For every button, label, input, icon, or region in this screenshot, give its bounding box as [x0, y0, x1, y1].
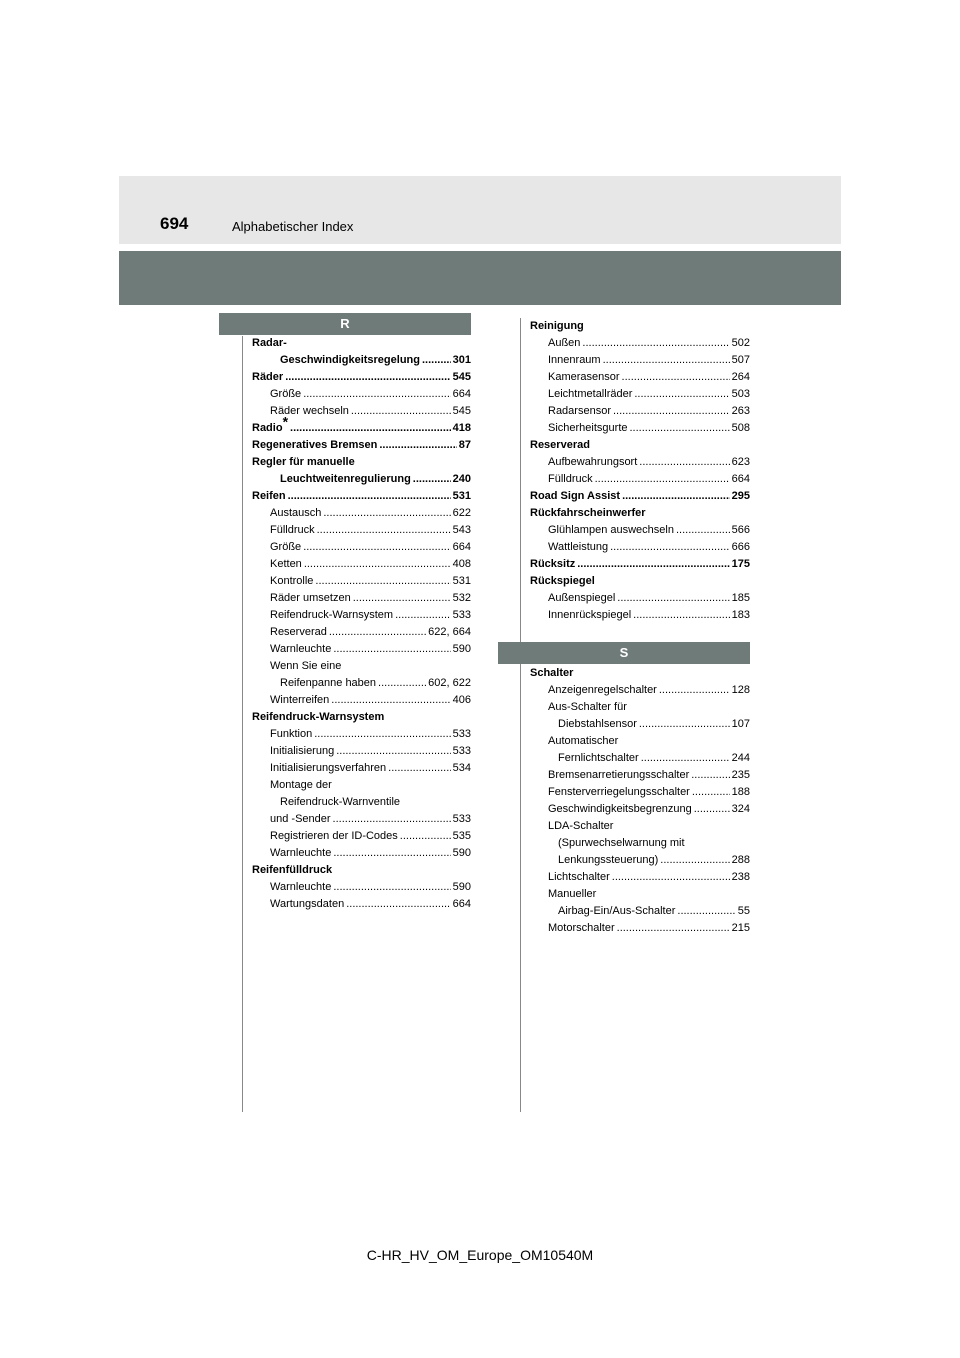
- index-subentry[interactable]: Funktion ..... 533: [252, 726, 471, 743]
- index-subentry[interactable]: Automatischer: [548, 735, 619, 747]
- letter-header-r: R: [219, 313, 471, 335]
- page-ref: 535: [452, 830, 471, 842]
- column-divider: [242, 336, 243, 1112]
- index-subentry[interactable]: LDA-Schalter: [548, 820, 614, 832]
- index-entry[interactable]: Regeneratives Bremsen ..... 87: [252, 437, 471, 454]
- index-entry[interactable]: Reifen ..... 531: [252, 488, 471, 505]
- index-subentry[interactable]: Fülldruck ..... 664: [530, 471, 750, 488]
- page-ref: 183: [731, 609, 750, 621]
- index-entry[interactable]: Rücksitz ..... 175: [530, 556, 750, 573]
- page-ref: 87: [458, 439, 471, 451]
- column-divider: [520, 318, 521, 1112]
- index-subentry[interactable]: Winterreifen ..... 406: [252, 692, 471, 709]
- page-ref: 175: [731, 558, 750, 570]
- page-ref: 507: [731, 354, 750, 366]
- page-ref: 295: [731, 490, 750, 502]
- index-subentry[interactable]: Lichtschalter ..... 238: [530, 869, 750, 886]
- page-ref: 533: [452, 745, 471, 757]
- section-title: Alphabetischer Index: [232, 219, 354, 234]
- page-ref: 263: [731, 405, 750, 417]
- index-subentry[interactable]: Lenkungssteuerung) ..... 288: [530, 852, 750, 869]
- index-subentry[interactable]: Glühlampen auswechseln ..... 566: [530, 522, 750, 539]
- page-ref: 188: [731, 786, 750, 798]
- page-ref: 532: [452, 592, 471, 604]
- page-ref: 128: [731, 684, 750, 696]
- index-subentry[interactable]: Motorschalter ..... 215: [530, 920, 750, 937]
- page-ref: 324: [731, 803, 750, 815]
- page-ref: 543: [452, 524, 471, 536]
- index-subentry[interactable]: Montage der: [270, 779, 332, 791]
- index-subentry[interactable]: Wartungsdaten ..... 664: [252, 896, 471, 913]
- page-ref: 238: [731, 871, 750, 883]
- index-subentry[interactable]: Kontrolle ..... 531: [252, 573, 471, 590]
- index-subentry[interactable]: Leichtmetallräder ..... 503: [530, 386, 750, 403]
- index-column-1: [252, 335, 471, 913]
- index-subentry[interactable]: Austausch ..... 622: [252, 505, 471, 522]
- index-entry[interactable]: Reifendruck-Warnsystem: [252, 711, 385, 723]
- page-ref: 531: [452, 490, 471, 502]
- index-subentry[interactable]: Aufbewahrungsort ..... 623: [530, 454, 750, 471]
- index-entry[interactable]: Rückspiegel: [530, 575, 595, 587]
- index-entry[interactable]: Road Sign Assist ..... 295: [530, 488, 750, 505]
- index-column-3: [530, 665, 750, 937]
- index-subentry[interactable]: Wenn Sie eine: [270, 660, 342, 672]
- index-subentry[interactable]: Diebstahlsensor ..... 107: [530, 716, 750, 733]
- index-subentry[interactable]: und -Sender ..... 533: [252, 811, 471, 828]
- index-subentry[interactable]: Fensterverriegelungsschalter ..... 188: [530, 784, 750, 801]
- page-number: 694: [160, 214, 189, 233]
- page-ref: 664: [452, 898, 471, 910]
- page-ref: 107: [731, 718, 750, 730]
- index-entry[interactable]: Reserverad: [530, 439, 590, 451]
- index-entry[interactable]: Regler für manuelle: [252, 456, 355, 468]
- index-subentry[interactable]: Bremsenarretierungsschalter ..... 235: [530, 767, 750, 784]
- index-subentry[interactable]: Anzeigenregelschalter ..... 128: [530, 682, 750, 699]
- index-subentry[interactable]: Reifendruck-Warnsystem ..... 533: [252, 607, 471, 624]
- index-subentry[interactable]: Räder umsetzen ..... 532: [252, 590, 471, 607]
- asterisk-mark: *: [282, 413, 289, 430]
- index-subentry[interactable]: Innenraum ..... 507: [530, 352, 750, 369]
- index-subentry[interactable]: Reifendruck-Warnventile: [280, 796, 401, 808]
- index-entry[interactable]: Leuchtweitenregulierung ..... 240: [252, 471, 471, 488]
- page-ref: 215: [731, 922, 750, 934]
- page-ref: 590: [452, 643, 471, 655]
- index-subentry[interactable]: Größe ..... 664: [252, 386, 471, 403]
- page-ref: 602, 622: [428, 677, 471, 689]
- index-subentry[interactable]: Aus-Schalter für: [548, 701, 627, 713]
- page-ref: 664: [452, 388, 471, 400]
- page-ref: 288: [731, 854, 750, 866]
- page-ref: 503: [731, 388, 750, 400]
- index-entry[interactable]: Rückfahrscheinwerfer: [530, 507, 646, 519]
- index-subentry[interactable]: Geschwindigkeitsbegrenzung ..... 324: [530, 801, 750, 818]
- page-ref: 623: [731, 456, 750, 468]
- index-entry[interactable]: Reinigung: [530, 320, 584, 332]
- index-subentry[interactable]: Manueller: [548, 888, 597, 900]
- index-entry[interactable]: Reifenfülldruck: [252, 864, 333, 876]
- page-ref: 508: [731, 422, 750, 434]
- index-column-2: [530, 318, 750, 624]
- page-ref: 301: [452, 354, 471, 366]
- page-ref: 545: [452, 405, 471, 417]
- page-ref: 533: [452, 609, 471, 621]
- page-ref: 664: [452, 541, 471, 553]
- index-subentry[interactable]: Initialisierungsverfahren ..... 534: [252, 760, 471, 777]
- page-ref: 264: [731, 371, 750, 383]
- index-subentry[interactable]: Fülldruck ..... 543: [252, 522, 471, 539]
- document-code: C-HR_HV_OM_Europe_OM10540M: [366, 1247, 594, 1263]
- page-ref: 666: [731, 541, 750, 553]
- page-ref: 545: [452, 371, 471, 383]
- letter-header-s: S: [498, 642, 750, 664]
- index-entry[interactable]: Radio* ..... 418: [252, 420, 471, 437]
- page-ref: 406: [452, 694, 471, 706]
- page-ref: 418: [452, 422, 471, 434]
- index-entry[interactable]: Geschwindigkeitsregelung ..... 301: [252, 352, 471, 369]
- page-ref: 590: [452, 881, 471, 893]
- index-subentry[interactable]: Räder wechseln ..... 545: [252, 403, 471, 420]
- index-subentry[interactable]: Außen ..... 502: [530, 335, 750, 352]
- page-ref: 566: [731, 524, 750, 536]
- index-entry[interactable]: Schalter: [530, 667, 574, 679]
- page-ref: 185: [731, 592, 750, 604]
- page-ref: 533: [452, 813, 471, 825]
- page-ref: 408: [452, 558, 471, 570]
- page-ref: 664: [731, 473, 750, 485]
- index-subentry[interactable]: Warnleuchte ..... 590: [252, 641, 471, 658]
- index-subentry[interactable]: Innenrückspiegel ..... 183: [530, 607, 750, 624]
- index-subentry[interactable]: Reifenpanne haben ..... 602, 622: [252, 675, 471, 692]
- page-ref: 531: [452, 575, 471, 587]
- index-subentry[interactable]: Warnleuchte ..... 590: [252, 845, 471, 862]
- header-band: [119, 251, 841, 305]
- page-ref: 235: [731, 769, 750, 781]
- page-ref: 240: [452, 473, 471, 485]
- index-entry[interactable]: Radar-: [252, 337, 287, 349]
- index-subentry[interactable]: Reserverad ..... 622, 664: [252, 624, 471, 641]
- page-ref: 533: [452, 728, 471, 740]
- page-ref: 622: [452, 507, 471, 519]
- index-subentry[interactable]: Initialisierung ..... 533: [252, 743, 471, 760]
- index-subentry[interactable]: Sicherheitsgurte ..... 508: [530, 420, 750, 437]
- index-subentry[interactable]: Warnleuchte ..... 590: [252, 879, 471, 896]
- page-ref: 534: [452, 762, 471, 774]
- header-bar: [119, 176, 841, 244]
- index-entry[interactable]: Räder ..... 545: [252, 369, 471, 386]
- page-ref: 502: [731, 337, 750, 349]
- index-subentry[interactable]: Registrieren der ID-Codes ..... 535: [252, 828, 471, 845]
- index-subentry[interactable]: Airbag-Ein/Aus-Schalter ..... 55: [530, 903, 750, 920]
- index-subentry[interactable]: Außenspiegel ..... 185: [530, 590, 750, 607]
- page-ref: 622, 664: [428, 626, 471, 638]
- index-subentry[interactable]: Fernlichtschalter ..... 244: [530, 750, 750, 767]
- page-ref: 590: [452, 847, 471, 859]
- index-subentry[interactable]: Kamerasensor ..... 264: [530, 369, 750, 386]
- index-subentry[interactable]: Radarsensor ..... 263: [530, 403, 750, 420]
- index-subentry[interactable]: Wattleistung ..... 666: [530, 539, 750, 556]
- page-ref: 244: [731, 752, 750, 764]
- index-subentry[interactable]: Ketten ..... 408: [252, 556, 471, 573]
- index-subentry[interactable]: Größe ..... 664: [252, 539, 471, 556]
- index-subentry[interactable]: (Spurwechselwarnung mit: [558, 837, 685, 849]
- page-ref: 55: [737, 905, 750, 917]
